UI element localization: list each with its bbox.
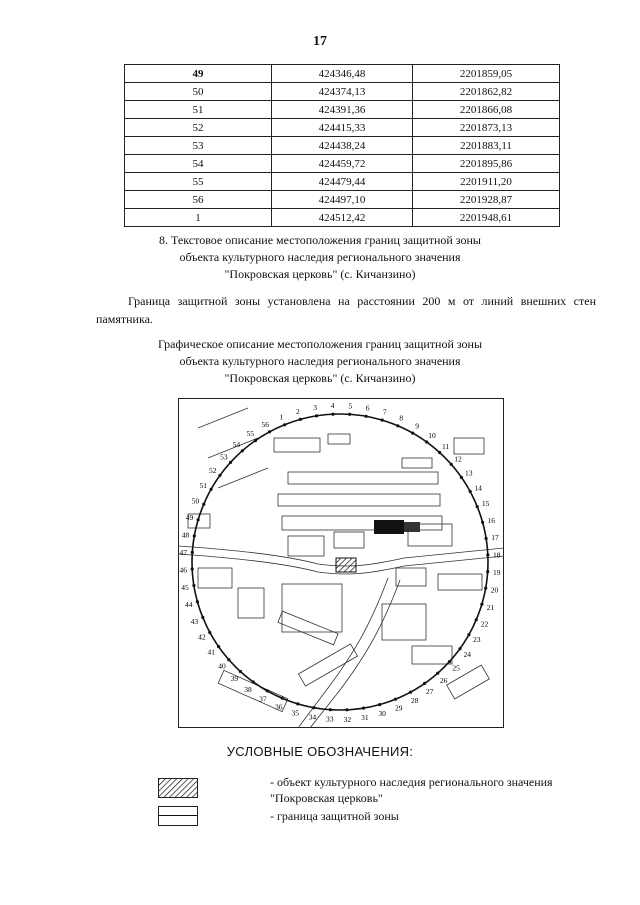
boundary-point-1 — [283, 423, 286, 426]
boundary-point-18 — [486, 553, 489, 556]
table-cell-n: 54 — [125, 155, 272, 173]
graphic-line3: "Покровская церковь" (с. Кичанзино) — [224, 371, 416, 385]
boundary-point-label: 40 — [218, 661, 226, 671]
table-cell-n: 51 — [125, 101, 272, 119]
boundary-point-label: 2 — [296, 406, 300, 416]
table-cell-n: 1 — [125, 209, 272, 227]
boundary-point-21 — [480, 603, 483, 606]
boundary-point-30 — [378, 703, 381, 706]
boundary-point-14 — [469, 490, 472, 493]
boundary-point-label: 34 — [308, 712, 317, 722]
boundary-point-label: 8 — [399, 413, 404, 423]
boundary-point-3 — [315, 414, 318, 417]
section8-line3: "Покровская церковь" (с. Кичанзино) — [224, 267, 416, 281]
boundary-point-label: 45 — [181, 582, 189, 592]
boundary-point-51 — [210, 488, 213, 491]
boundary-point-13 — [460, 476, 463, 479]
boundary-point-46 — [191, 567, 194, 570]
boundary-point-label: 43 — [190, 616, 199, 626]
boundary-point-19 — [486, 570, 489, 573]
church-object — [336, 558, 356, 572]
boundary-point-9 — [411, 432, 414, 435]
boundary-point-20 — [484, 587, 487, 590]
boundary-point-label: 3 — [313, 403, 317, 412]
boundary-point-label: 26 — [439, 676, 448, 685]
boundary-point-label: 13 — [465, 468, 473, 478]
legend-boundary-swatch — [158, 806, 198, 826]
boundary-point-label: 56 — [261, 419, 270, 429]
graphic-line1: Графическое описание местоположения границ защитной зоны — [157, 337, 483, 351]
boundary-point-40 — [227, 658, 230, 661]
boundary-point-label: 18 — [493, 550, 501, 560]
boundary-point-36 — [281, 697, 284, 700]
dense-structure-2 — [404, 522, 420, 532]
boundary-point-label: 24 — [463, 650, 471, 659]
boundary-point-label: 35 — [291, 708, 299, 718]
boundary-point-label: 4 — [330, 401, 335, 411]
table-cell-y: 2201911,20 — [413, 173, 560, 191]
table-cell-y: 2201948,61 — [413, 209, 560, 227]
boundary-point-label: 21 — [486, 602, 495, 612]
section8-line1: 8. Текстовое описание местоположения границ защитной зоны — [159, 233, 481, 247]
boundary-point-label: 14 — [474, 483, 482, 493]
boundary-point-label: 41 — [207, 647, 215, 657]
table-cell-y: 2201859,05 — [413, 65, 560, 83]
boundary-point-8 — [396, 424, 399, 427]
boundary-point-22 — [475, 618, 478, 621]
section8-line2: объекта культурного наследия регионального значения — [179, 250, 461, 264]
boundary-paragraph: Граница защитной зоны установлена на расстоянии 200 м от линий внешних стен памятника. — [96, 294, 596, 326]
boundary-point-53 — [229, 461, 232, 464]
table-cell-x: 424512,42 — [272, 209, 413, 227]
boundary-point-label: 30 — [378, 709, 386, 719]
table-cell-y: 2201873,13 — [413, 119, 560, 137]
boundary-point-label: 51 — [199, 480, 208, 490]
boundary-point-label: 31 — [361, 713, 369, 722]
boundary-point-10 — [425, 440, 428, 443]
boundary-point-label: 20 — [490, 585, 499, 595]
boundary-point-label: 49 — [185, 513, 194, 523]
boundary-point-label: 12 — [454, 454, 462, 464]
legend-object-label: - объект культурного наследия регионального значения "Покровская церковь" — [270, 775, 553, 805]
table-cell-x: 424374,13 — [272, 83, 413, 101]
table-cell-x: 424459,72 — [272, 155, 413, 173]
legend-title: УСЛОВНЫЕ ОБОЗНАЧЕНИЯ: — [226, 744, 414, 759]
boundary-point-48 — [193, 534, 196, 537]
boundary-point-35 — [296, 702, 299, 705]
table-cell-x: 424415,33 — [272, 119, 413, 137]
boundary-point-47 — [191, 551, 194, 554]
boundary-point-17 — [485, 537, 488, 540]
boundary-point-25 — [448, 660, 451, 663]
boundary-point-label: 54 — [232, 440, 241, 449]
table-cell-y: 2201883,11 — [413, 137, 560, 155]
boundary-point-55 — [254, 439, 257, 442]
boundary-point-7 — [381, 419, 384, 422]
boundary-point-16 — [481, 521, 484, 524]
boundary-point-44 — [196, 600, 199, 603]
boundary-point-label: 19 — [492, 568, 501, 578]
table-row — [125, 191, 560, 209]
boundary-point-label: 39 — [230, 674, 239, 684]
boundary-point-label: 5 — [348, 401, 353, 411]
graphic-title — [0, 336, 640, 387]
boundary-point-label: 22 — [480, 619, 489, 629]
boundary-point-label: 9 — [415, 421, 419, 431]
table-cell-y: 2201895,86 — [413, 155, 560, 173]
boundary-point-label: 42 — [198, 632, 206, 642]
table-cell-n: 52 — [125, 119, 272, 137]
table-cell-x: 424438,24 — [272, 137, 413, 155]
boundary-point-label: 48 — [181, 530, 190, 540]
boundary-point-5 — [348, 413, 351, 416]
boundary-point-43 — [201, 616, 204, 619]
boundary-point-label: 10 — [428, 430, 436, 440]
boundary-point-label: 11 — [441, 441, 450, 451]
boundary-point-2 — [299, 418, 302, 421]
boundary-point-label: 52 — [209, 466, 217, 475]
boundary-point-52 — [218, 474, 221, 477]
boundary-point-label: 15 — [481, 499, 490, 509]
boundary-point-12 — [450, 463, 453, 466]
boundary-point-38 — [252, 680, 255, 683]
boundary-point-34 — [312, 706, 315, 709]
boundary-point-26 — [436, 672, 439, 675]
boundary-point-label: 53 — [220, 452, 228, 462]
boundary-point-33 — [329, 708, 332, 711]
boundary-point-42 — [208, 631, 211, 634]
table-row — [125, 65, 560, 83]
page-number: 17 — [313, 34, 327, 49]
section8-title — [0, 232, 640, 283]
table-cell-y: 2201928,87 — [413, 191, 560, 209]
boundary-point-label: 25 — [452, 663, 460, 673]
boundary-point-23 — [467, 633, 470, 636]
boundary-point-31 — [362, 707, 365, 710]
boundary-point-label: 46 — [179, 565, 187, 575]
table-row — [125, 137, 560, 155]
boundary-point-54 — [241, 449, 244, 452]
boundary-point-50 — [202, 503, 205, 506]
boundary-point-label: 44 — [185, 600, 193, 610]
boundary-point-28 — [409, 691, 412, 694]
hatch-swatch — [159, 779, 197, 797]
site-plan-svg — [178, 398, 504, 728]
boundary-point-label: 1 — [279, 412, 284, 422]
boundary-point-39 — [239, 670, 242, 673]
table-cell-n: 56 — [125, 191, 272, 209]
boundary-point-label: 17 — [491, 533, 499, 543]
table-row — [125, 101, 560, 119]
table-cell-x: 424497,10 — [272, 191, 413, 209]
table-row — [125, 209, 560, 227]
boundary-point-15 — [476, 505, 479, 508]
boundary-point-37 — [266, 689, 269, 692]
site-plan-map — [178, 398, 504, 728]
boundary-point-45 — [192, 584, 195, 587]
boundary-point-label: 33 — [326, 714, 334, 724]
boundary-point-label: 29 — [395, 703, 403, 713]
boundary-point-label: 23 — [472, 635, 481, 645]
boundary-point-29 — [394, 698, 397, 701]
table-cell-x: 424391,36 — [272, 101, 413, 119]
boundary-point-6 — [365, 415, 368, 418]
table-row — [125, 155, 560, 173]
boundary-point-24 — [458, 647, 461, 650]
boundary-point-label: 38 — [244, 685, 252, 695]
boundary-point-11 — [438, 451, 441, 454]
legend-object-swatch — [158, 778, 198, 798]
boundary-point-label: 55 — [246, 429, 255, 439]
boundary-point-label: 50 — [191, 496, 200, 506]
table-cell-x: 424479,44 — [272, 173, 413, 191]
boundary-point-32 — [345, 708, 348, 711]
table-row — [125, 83, 560, 101]
boundary-point-4 — [331, 413, 334, 416]
coordinates-table — [124, 64, 560, 227]
boundary-point-27 — [423, 682, 426, 685]
dense-structure — [374, 520, 404, 534]
boundary-point-label: 28 — [410, 696, 419, 706]
boundary-point-label: 36 — [274, 702, 283, 712]
table-row — [125, 119, 560, 137]
table-cell-y: 2201862,82 — [413, 83, 560, 101]
boundary-point-label: 27 — [425, 686, 434, 696]
boundary-point-label: 32 — [343, 714, 352, 724]
graphic-line2: объекта культурного наследия регионального значения — [179, 354, 461, 368]
boundary-point-label: 7 — [382, 407, 387, 417]
boundary-point-56 — [268, 430, 271, 433]
table-cell-n: 49 — [125, 65, 272, 83]
table-cell-y: 2201866,08 — [413, 101, 560, 119]
boundary-point-label: 37 — [259, 694, 267, 704]
boundary-point-41 — [217, 645, 220, 648]
table-cell-n: 55 — [125, 173, 272, 191]
boundary-point-label: 6 — [365, 403, 370, 413]
table-cell-n: 50 — [125, 83, 272, 101]
table-cell-n: 53 — [125, 137, 272, 155]
boundary-point-label: 47 — [179, 547, 188, 557]
legend-boundary-label: - граница защитной зоны — [270, 809, 399, 823]
boundary-point-label: 16 — [487, 515, 495, 525]
boundary-point-49 — [197, 518, 200, 521]
table-cell-x: 424346,48 — [272, 65, 413, 83]
table-row — [125, 173, 560, 191]
